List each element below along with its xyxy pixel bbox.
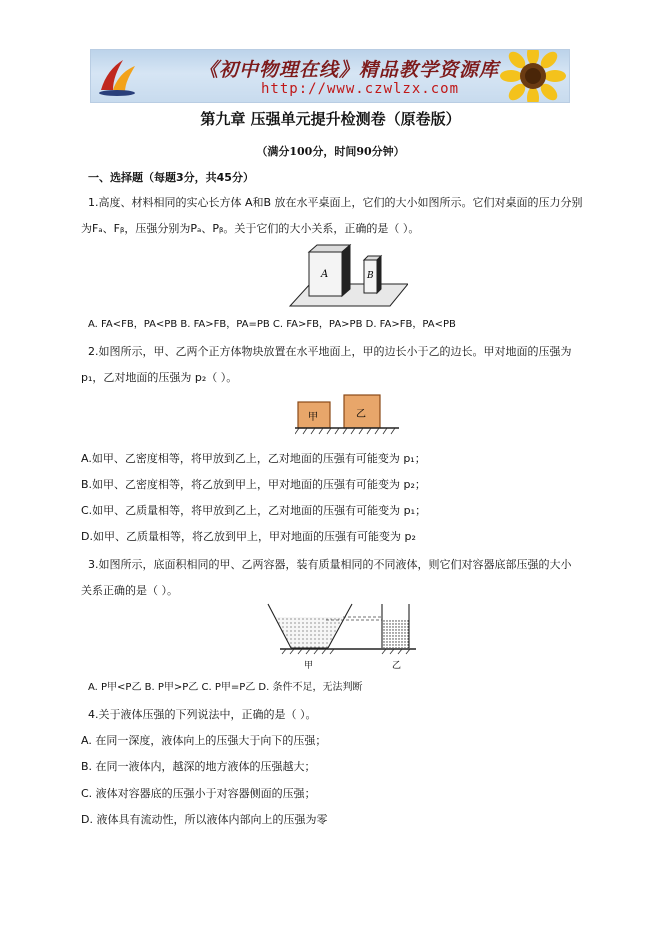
question-2-option-c: C.如甲、乙质量相等，将甲放到乙上，乙对地面的压强有可能变为 p₁；: [81, 504, 427, 517]
question-3-options: A. P甲<P乙 B. P甲>P乙 C. P甲=P乙 D. 条件不足，无法判断: [88, 682, 363, 693]
question-1-text-cont: 为Fₐ、Fᵦ，压强分别为Pₐ、Pᵦ。关于它们的大小关系，正确的是（ ）。: [81, 222, 420, 235]
question-4-option-b: B. 在同一液体内，越深的地方液体的压强越大；: [81, 760, 316, 773]
question-4-text: 4.关于液体压强的下列说法中，正确的是（ ）。: [88, 708, 317, 721]
document-subtitle: （满分100分，时间90分钟）: [256, 145, 405, 158]
question-2-text: 2.如图所示，甲、乙两个正方体物块放置在水平地面上，甲的边长小于乙的边长。甲对地面的压强为: [88, 345, 572, 358]
question-1-figure: [288, 240, 408, 310]
label-jia: 甲: [308, 412, 318, 423]
question-2-option-a: A.如甲、乙密度相等，将甲放到乙上，乙对地面的压强有可能变为 p₁；: [81, 452, 426, 465]
sunflower-icon: [499, 49, 567, 103]
question-2-option-b: B.如甲、乙密度相等，将乙放到甲上，甲对地面的压强有可能变为 p₂；: [81, 478, 426, 491]
question-1-options: A. FA<FB，PA<PB B. FA>FB，PA=PB C. FA>FB，PA>PB D. FA>FB，PA<PB: [88, 319, 456, 330]
label-yi: 乙: [356, 409, 366, 420]
section-heading: 一、选择题（每题3分，共45分）: [88, 171, 254, 184]
site-logo-icon: [95, 56, 139, 98]
container-label-yi: 乙: [392, 661, 402, 671]
question-3-text-cont: 关系正确的是（ ）。: [81, 584, 178, 597]
document-title: 第九章 压强单元提升检测卷（原卷版）: [200, 110, 461, 128]
question-3-figure: [266, 602, 426, 672]
label-a: A: [321, 269, 329, 280]
container-label-jia: 甲: [304, 661, 314, 671]
question-2-option-d: D.如甲、乙质量相等，将乙放到甲上，甲对地面的压强有可能变为 p₂: [81, 530, 416, 543]
question-3-text: 3.如图所示，底面积相同的甲、乙两容器，装有质量相同的不同液体，则它们对容器底部压强的大小: [88, 558, 572, 571]
question-4-option-c: C. 液体对容器底的压强小于对容器侧面的压强；: [81, 787, 316, 800]
question-2-text-cont: p₁，乙对地面的压强为 p₂（ ）。: [81, 371, 238, 384]
question-4-option-a: A. 在同一深度，液体向上的压强大于向下的压强；: [81, 734, 327, 747]
question-1-text: 1.高度、材料相同的实心长方体 A和B 放在水平桌面上，它们的大小如图所示。它们对桌面的压力分别: [88, 196, 583, 209]
label-b: B: [367, 271, 374, 281]
question-2-figure: [295, 392, 401, 438]
banner-title: 《初中物理在线》精品教学资源库: [199, 59, 500, 81]
banner-url: http://www.czwlzx.com: [261, 81, 460, 97]
question-4-option-d: D. 液体具有流动性，所以液体内部向上的压强为零: [81, 813, 328, 826]
header-banner: [90, 49, 570, 103]
